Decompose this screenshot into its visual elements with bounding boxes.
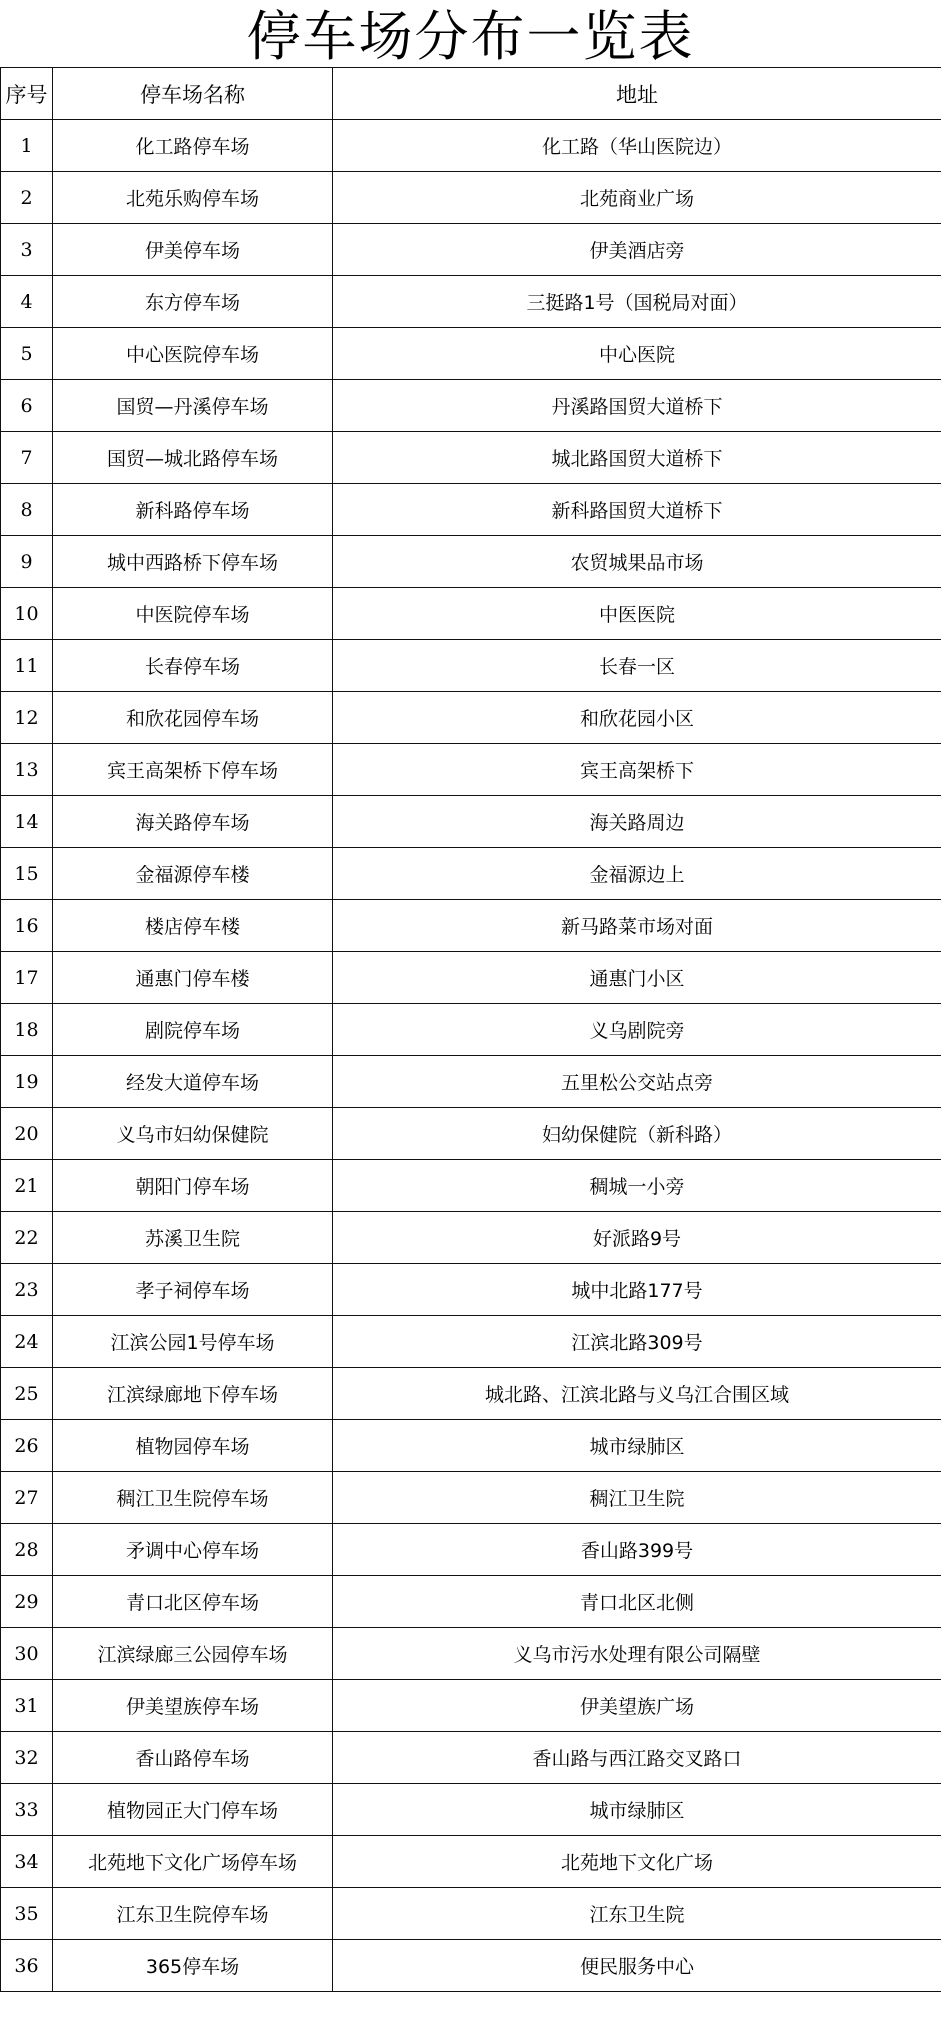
row-parking-name: 稠江卫生院停车场	[53, 1472, 333, 1524]
page-title: 停车场分布一览表	[246, 5, 695, 68]
row-index: 30	[1, 1628, 53, 1680]
row-parking-name: 长春停车场	[53, 640, 333, 692]
row-index: 4	[1, 276, 53, 328]
row-parking-name: 伊美望族停车场	[53, 1680, 333, 1732]
row-parking-name: 江滨绿廊地下停车场	[53, 1368, 333, 1420]
row-parking-name: 北苑乐购停车场	[53, 172, 333, 224]
row-address: 农贸城果品市场	[333, 536, 941, 588]
row-parking-name: 金福源停车楼	[53, 848, 333, 900]
table-row	[1, 640, 941, 692]
table-row	[1, 1888, 941, 1940]
row-address: 新马路菜市场对面	[333, 900, 941, 952]
table-row	[1, 328, 941, 380]
row-index: 23	[1, 1264, 53, 1316]
row-address: 五里松公交站点旁	[333, 1056, 941, 1108]
table-row	[1, 1628, 941, 1680]
row-address: 城市绿肺区	[333, 1784, 941, 1836]
table-row	[1, 1420, 941, 1472]
row-address: 江滨北路309号	[333, 1316, 941, 1368]
row-parking-name: 青口北区停车场	[53, 1576, 333, 1628]
row-address: 北苑地下文化广场	[333, 1836, 941, 1888]
row-parking-name: 江滨绿廊三公园停车场	[53, 1628, 333, 1680]
table-row	[1, 588, 941, 640]
table-row	[1, 1472, 941, 1524]
row-address: 新科路国贸大道桥下	[333, 484, 941, 536]
row-parking-name: 东方停车场	[53, 276, 333, 328]
row-parking-name: 国贸—丹溪停车场	[53, 380, 333, 432]
row-index: 27	[1, 1472, 53, 1524]
table-row	[1, 1368, 941, 1420]
row-index: 28	[1, 1524, 53, 1576]
row-parking-name: 香山路停车场	[53, 1732, 333, 1784]
row-index: 13	[1, 744, 53, 796]
table-row	[1, 1576, 941, 1628]
row-parking-name: 植物园正大门停车场	[53, 1784, 333, 1836]
row-address: 香山路与西江路交叉路口	[333, 1732, 941, 1784]
row-address: 义乌市污水处理有限公司隔壁	[333, 1628, 941, 1680]
table-row	[1, 172, 941, 224]
row-address: 金福源边上	[333, 848, 941, 900]
row-index: 17	[1, 952, 53, 1004]
row-parking-name: 中心医院停车场	[53, 328, 333, 380]
row-parking-name: 中医院停车场	[53, 588, 333, 640]
row-index: 24	[1, 1316, 53, 1368]
row-parking-name: 矛调中心停车场	[53, 1524, 333, 1576]
table-row	[1, 1212, 941, 1264]
row-parking-name: 朝阳门停车场	[53, 1160, 333, 1212]
row-address: 便民服务中心	[333, 1940, 941, 1992]
table-row	[1, 120, 941, 172]
row-index: 2	[1, 172, 53, 224]
table-row	[1, 1004, 941, 1056]
row-address: 义乌剧院旁	[333, 1004, 941, 1056]
row-index: 19	[1, 1056, 53, 1108]
row-parking-name: 义乌市妇幼保健院	[53, 1108, 333, 1160]
row-parking-name: 新科路停车场	[53, 484, 333, 536]
row-index: 9	[1, 536, 53, 588]
row-parking-name: 江东卫生院停车场	[53, 1888, 333, 1940]
row-index: 26	[1, 1420, 53, 1472]
row-address: 通惠门小区	[333, 952, 941, 1004]
table-row	[1, 1160, 941, 1212]
table-row	[1, 1524, 941, 1576]
row-address: 稠江卫生院	[333, 1472, 941, 1524]
row-parking-name: 植物园停车场	[53, 1420, 333, 1472]
table-row	[1, 900, 941, 952]
table-row	[1, 1940, 941, 1992]
row-parking-name: 和欣花园停车场	[53, 692, 333, 744]
row-parking-name: 365停车场	[53, 1940, 333, 1992]
row-index: 20	[1, 1108, 53, 1160]
row-index: 32	[1, 1732, 53, 1784]
row-address: 伊美酒店旁	[333, 224, 941, 276]
table-row	[1, 1264, 941, 1316]
row-address: 江东卫生院	[333, 1888, 941, 1940]
table-row	[1, 848, 941, 900]
row-address: 长春一区	[333, 640, 941, 692]
row-index: 29	[1, 1576, 53, 1628]
row-parking-name: 北苑地下文化广场停车场	[53, 1836, 333, 1888]
table-row	[1, 1056, 941, 1108]
row-index: 36	[1, 1940, 53, 1992]
table-row	[1, 796, 941, 848]
row-address: 丹溪路国贸大道桥下	[333, 380, 941, 432]
table-row	[1, 744, 941, 796]
row-index: 12	[1, 692, 53, 744]
row-index: 3	[1, 224, 53, 276]
row-index: 22	[1, 1212, 53, 1264]
row-parking-name: 化工路停车场	[53, 120, 333, 172]
table-row	[1, 952, 941, 1004]
row-address: 北苑商业广场	[333, 172, 941, 224]
table-row	[1, 432, 941, 484]
row-parking-name: 孝子祠停车场	[53, 1264, 333, 1316]
table-header-row	[1, 68, 941, 120]
row-address: 和欣花园小区	[333, 692, 941, 744]
table-row	[1, 276, 941, 328]
row-parking-name: 楼店停车楼	[53, 900, 333, 952]
row-parking-name: 江滨公园1号停车场	[53, 1316, 333, 1368]
table-body	[1, 120, 941, 1992]
table-row	[1, 380, 941, 432]
row-address: 中心医院	[333, 328, 941, 380]
row-index: 8	[1, 484, 53, 536]
row-parking-name: 苏溪卫生院	[53, 1212, 333, 1264]
row-index: 21	[1, 1160, 53, 1212]
row-address: 宾王高架桥下	[333, 744, 941, 796]
row-address: 香山路399号	[333, 1524, 941, 1576]
row-address: 好派路9号	[333, 1212, 941, 1264]
row-address: 三挺路1号（国税局对面）	[333, 276, 941, 328]
row-index: 14	[1, 796, 53, 848]
header-index: 序号	[1, 68, 53, 120]
header-address: 地址	[333, 68, 941, 120]
row-parking-name: 国贸—城北路停车场	[53, 432, 333, 484]
row-index: 34	[1, 1836, 53, 1888]
row-index: 25	[1, 1368, 53, 1420]
row-parking-name: 宾王高架桥下停车场	[53, 744, 333, 796]
row-parking-name: 通惠门停车楼	[53, 952, 333, 1004]
row-address: 城北路、江滨北路与义乌江合围区域	[333, 1368, 941, 1420]
row-index: 15	[1, 848, 53, 900]
row-index: 1	[1, 120, 53, 172]
table-row	[1, 1784, 941, 1836]
row-address: 城中北路177号	[333, 1264, 941, 1316]
row-parking-name: 经发大道停车场	[53, 1056, 333, 1108]
row-address: 海关路周边	[333, 796, 941, 848]
row-address: 城市绿肺区	[333, 1420, 941, 1472]
row-parking-name: 海关路停车场	[53, 796, 333, 848]
table-row	[1, 1836, 941, 1888]
row-address: 城北路国贸大道桥下	[333, 432, 941, 484]
row-parking-name: 剧院停车场	[53, 1004, 333, 1056]
row-address: 稠城一小旁	[333, 1160, 941, 1212]
row-index: 10	[1, 588, 53, 640]
table-row	[1, 224, 941, 276]
table-row	[1, 1108, 941, 1160]
row-address: 伊美望族广场	[333, 1680, 941, 1732]
row-index: 11	[1, 640, 53, 692]
table-row	[1, 1680, 941, 1732]
row-parking-name: 城中西路桥下停车场	[53, 536, 333, 588]
table-row	[1, 484, 941, 536]
table-row	[1, 1316, 941, 1368]
row-address: 妇幼保健院（新科路）	[333, 1108, 941, 1160]
row-parking-name: 伊美停车场	[53, 224, 333, 276]
row-index: 5	[1, 328, 53, 380]
row-index: 18	[1, 1004, 53, 1056]
table-row	[1, 1732, 941, 1784]
header-name: 停车场名称	[53, 68, 333, 120]
table-row	[1, 692, 941, 744]
row-index: 31	[1, 1680, 53, 1732]
row-index: 6	[1, 380, 53, 432]
parking-table	[0, 67, 941, 1992]
row-index: 7	[1, 432, 53, 484]
row-index: 35	[1, 1888, 53, 1940]
row-index: 33	[1, 1784, 53, 1836]
table-row	[1, 536, 941, 588]
row-address: 化工路（华山医院边）	[333, 120, 941, 172]
row-index: 16	[1, 900, 53, 952]
row-address: 中医医院	[333, 588, 941, 640]
row-address: 青口北区北侧	[333, 1576, 941, 1628]
